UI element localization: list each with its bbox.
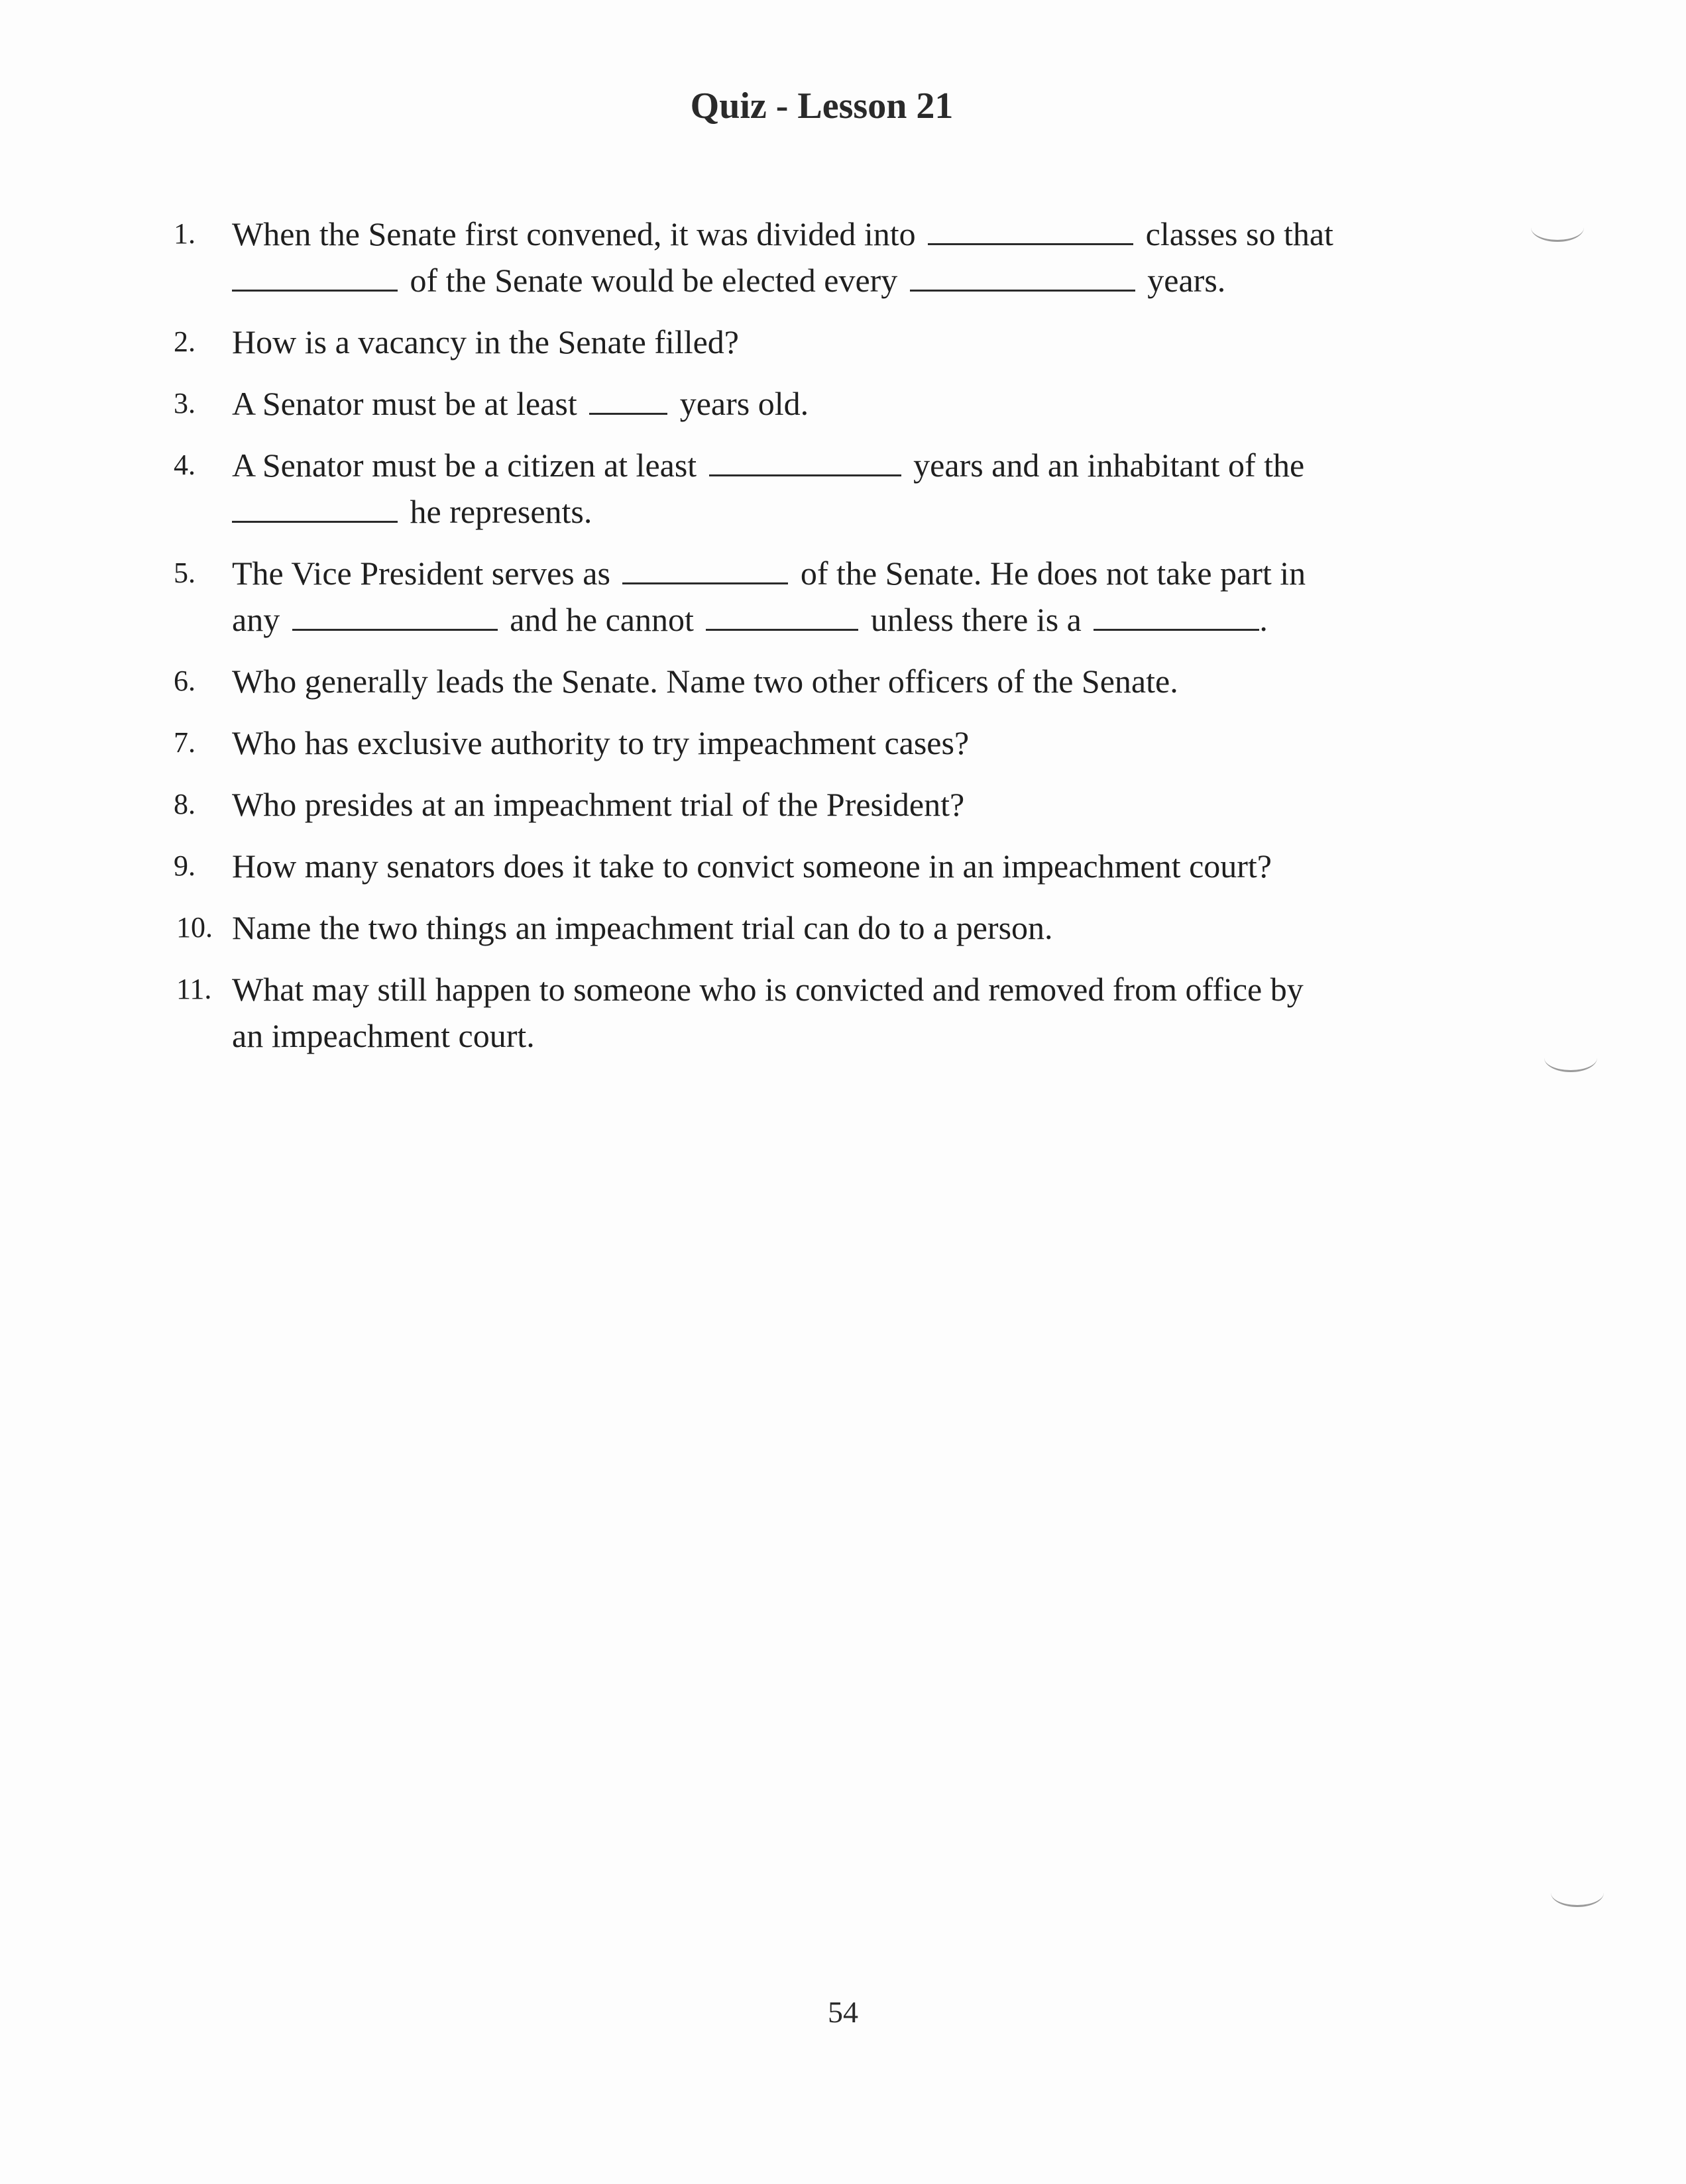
- hole-punch-mark: [1551, 1879, 1604, 1907]
- question-1: [174, 211, 1499, 303]
- question-number: 10.: [176, 911, 213, 944]
- question-10: [174, 904, 1499, 951]
- question-9: [174, 843, 1499, 889]
- question-text: .: [1259, 601, 1268, 638]
- question-2: [174, 319, 1499, 365]
- question-line: [232, 550, 1499, 596]
- question-text: classes so that: [1145, 215, 1333, 252]
- question-number: 6.: [174, 665, 196, 697]
- question-number: 11.: [176, 973, 212, 1005]
- question-line: [232, 1012, 1499, 1059]
- question-number: 2.: [174, 325, 196, 358]
- question-text: The Vice President serves as: [232, 555, 610, 592]
- question-line: [232, 442, 1499, 488]
- answer-blank[interactable]: [589, 384, 667, 415]
- question-line: [232, 257, 1499, 303]
- question-text: What may still happen to someone who is convicted and removed from office by: [232, 971, 1304, 1008]
- question-text: How many senators does it take to convict someone in an impeachment court?: [232, 847, 1272, 885]
- question-text: and he cannot: [510, 601, 694, 638]
- question-number: 1.: [174, 217, 196, 250]
- question-3: [174, 380, 1499, 427]
- question-text: unless there is a: [870, 601, 1082, 638]
- question-line: [232, 781, 1499, 828]
- question-line: [232, 488, 1499, 535]
- question-text: A Senator must be at least: [232, 385, 577, 422]
- question-text: an impeachment court.: [232, 1017, 535, 1054]
- answer-blank[interactable]: [709, 445, 901, 476]
- question-text: A Senator must be a citizen at least: [232, 447, 697, 484]
- question-5: [174, 550, 1499, 643]
- hole-punch-mark: [1544, 1044, 1597, 1072]
- question-number: 5.: [174, 557, 196, 589]
- question-text: Who has exclusive authority to try impeachment cases?: [232, 724, 970, 761]
- question-text: years old.: [679, 385, 809, 422]
- answer-blank[interactable]: [706, 600, 858, 631]
- question-number: 4.: [174, 449, 196, 481]
- question-8: [174, 781, 1499, 828]
- page-title: Quiz - Lesson 21: [690, 85, 954, 127]
- question-4: [174, 442, 1499, 535]
- answer-blank[interactable]: [232, 492, 398, 523]
- question-11: [174, 966, 1499, 1059]
- question-line: [232, 720, 1499, 766]
- answer-blank[interactable]: [928, 214, 1133, 245]
- answer-blank[interactable]: [910, 260, 1135, 292]
- question-text: of the Senate would be elected every: [410, 262, 898, 299]
- answer-blank[interactable]: [1094, 600, 1259, 631]
- question-text: any: [232, 601, 280, 638]
- question-line: [232, 843, 1499, 889]
- question-line: [232, 211, 1499, 257]
- answer-blank[interactable]: [292, 600, 498, 631]
- answer-blank[interactable]: [232, 260, 398, 292]
- question-number: 7.: [174, 726, 196, 759]
- question-number: 3.: [174, 387, 196, 419]
- answer-blank[interactable]: [622, 553, 788, 584]
- question-text: Who presides at an impeachment trial of the President?: [232, 786, 965, 823]
- question-text: years and an inhabitant of the: [913, 447, 1305, 484]
- question-text: When the Senate first convened, it was divided into: [232, 215, 916, 252]
- question-line: [232, 319, 1499, 365]
- question-text: he represents.: [410, 493, 592, 530]
- question-text: Who generally leads the Senate. Name two other officers of the Senate.: [232, 663, 1178, 700]
- hole-punch-mark: [1531, 213, 1584, 242]
- question-text: How is a vacancy in the Senate filled?: [232, 323, 739, 360]
- question-7: [174, 720, 1499, 766]
- question-text: of the Senate. He does not take part in: [800, 555, 1306, 592]
- question-line: [232, 658, 1499, 704]
- question-list: [174, 211, 1499, 1074]
- question-text: years.: [1147, 262, 1226, 299]
- question-line: [232, 596, 1499, 643]
- question-number: 9.: [174, 849, 196, 882]
- page-number: 54: [828, 1995, 858, 2029]
- question-number: 8.: [174, 788, 196, 820]
- question-text: Name the two things an impeachment trial can do to a person.: [232, 909, 1053, 946]
- question-line: [232, 904, 1499, 951]
- question-line: [232, 380, 1499, 427]
- question-line: [232, 966, 1499, 1012]
- question-6: [174, 658, 1499, 704]
